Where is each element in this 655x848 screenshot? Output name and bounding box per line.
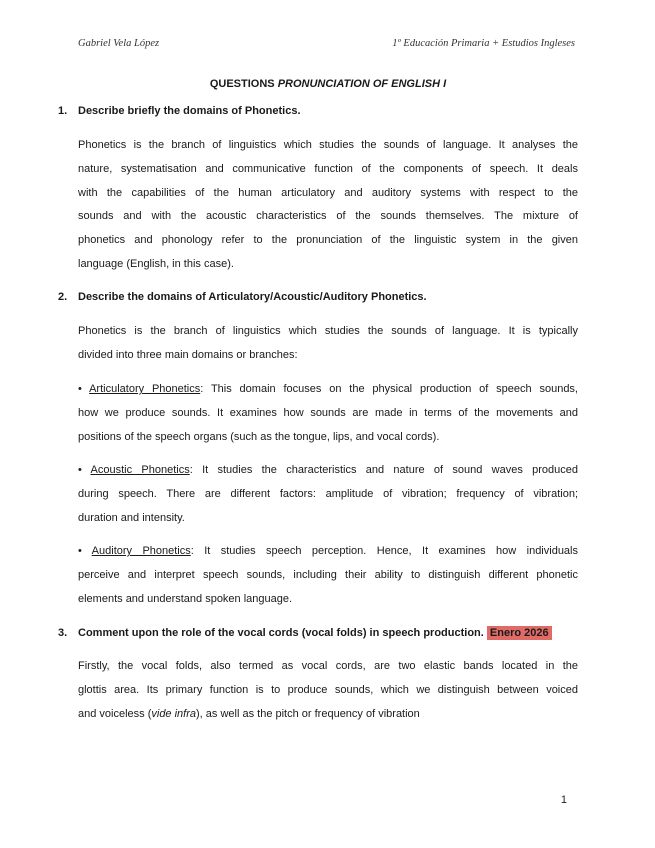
- answer-1-line: language (English, in this case).: [78, 257, 234, 270]
- question-3-number: 3.: [58, 627, 68, 639]
- acoustic-line-3: duration and intensity.: [78, 511, 185, 524]
- header-author: Gabriel Vela López: [78, 38, 160, 49]
- auditory-line-3: elements and understand spoken language.: [78, 592, 293, 605]
- title-part1: QUESTIONS: [209, 78, 278, 90]
- bullet-icon: •: [78, 545, 82, 557]
- articulatory-line-1: [78, 378, 578, 402]
- question-2-number: 2.: [58, 291, 68, 303]
- answer-2-intro: [78, 320, 578, 368]
- answer-1-line: sounds and with the acoustic characteristics of the sounds themselves. The mixture of: [78, 210, 578, 223]
- auditory-line-2: perceive and interpret speech sounds, including their ability to distinguish different phonetic: [78, 568, 578, 581]
- auditory-bullet: [78, 540, 578, 611]
- answer-2-intro-line: divided into three main domains or branches:: [78, 348, 298, 361]
- auditory-term: Auditory Phonetics: [91, 545, 191, 557]
- auditory-text: : It studies speech perception. Hence, It examines how individuals: [190, 545, 578, 557]
- bullet-icon: •: [78, 464, 82, 476]
- acoustic-line-2: during speech. There are different factors: amplitude of vibration; frequency of vibration;: [78, 487, 578, 500]
- title-part2: PRONUNCIATION OF ENGLISH I: [277, 78, 447, 90]
- question-1-text: Describe briefly the domains of Phonetics.: [78, 105, 301, 117]
- answer-3-line: Firstly, the vocal folds, also termed as vocal cords, are two elastic bands located in the: [78, 660, 578, 672]
- answer-1-line: Phonetics is the branch of linguistics which studies the sounds of language. It analyses the: [78, 139, 578, 151]
- page-number: 1: [560, 794, 567, 806]
- bullet-icon: •: [78, 383, 82, 395]
- answer-1-line: with the capabilities of the human articulatory and auditory systems with respect to the: [78, 186, 578, 199]
- question-1-number: 1.: [58, 105, 68, 117]
- answer-3-line: glottis area. Its primary function is to produce sounds, which we distinguish between voiced: [78, 683, 578, 696]
- answer-3: [78, 655, 578, 726]
- articulatory-bullet: [78, 378, 578, 449]
- answer-1-line: phonetics and phonology refer to the pronunciation of the linguistic system in the given: [78, 234, 578, 247]
- acoustic-line-1: [78, 459, 578, 483]
- question-3-text: Comment upon the role of the vocal cords (vocal folds) in speech production.: [78, 627, 484, 639]
- auditory-line-1: [78, 540, 578, 564]
- articulatory-term: Articulatory Phonetics: [89, 383, 201, 395]
- acoustic-term: Acoustic Phonetics: [90, 464, 190, 476]
- articulatory-line-3: positions of the speech organs (such as the tongue, lips, and vocal cords).: [78, 430, 440, 443]
- answer-2-intro-line: Phonetics is the branch of linguistics which studies the sounds of language. It is typically: [78, 325, 578, 337]
- articulatory-line-2: how we produce sounds. It examines how sounds are made in terms of the movements and: [78, 406, 578, 419]
- answer-1-line: nature, systematisation and communicative function of the components of speech. It deals: [78, 162, 578, 175]
- acoustic-bullet: [78, 459, 578, 530]
- answer-3-line-3: [78, 703, 578, 727]
- page-title: [78, 78, 578, 90]
- answer-3-italic: vide infra: [151, 707, 197, 720]
- question-3-text-wrap: [78, 625, 552, 641]
- question-2-text: Describe the domains of Articulatory/Acoustic/Auditory Phonetics.: [78, 291, 427, 303]
- answer-3-text-b: ), as well as the pitch or frequency of vibration: [196, 707, 420, 720]
- acoustic-text: : It studies the characteristics and nature of sound waves produced: [189, 464, 578, 476]
- answer-1: [78, 134, 578, 277]
- header-course: 1º Educación Primaria + Estudios Ingleses: [392, 38, 575, 49]
- exam-date-badge: Enero 2026: [487, 626, 552, 640]
- answer-3-text-a: and voiceless (: [78, 707, 152, 720]
- articulatory-text: : This domain focuses on the physical production of speech sounds,: [200, 383, 578, 395]
